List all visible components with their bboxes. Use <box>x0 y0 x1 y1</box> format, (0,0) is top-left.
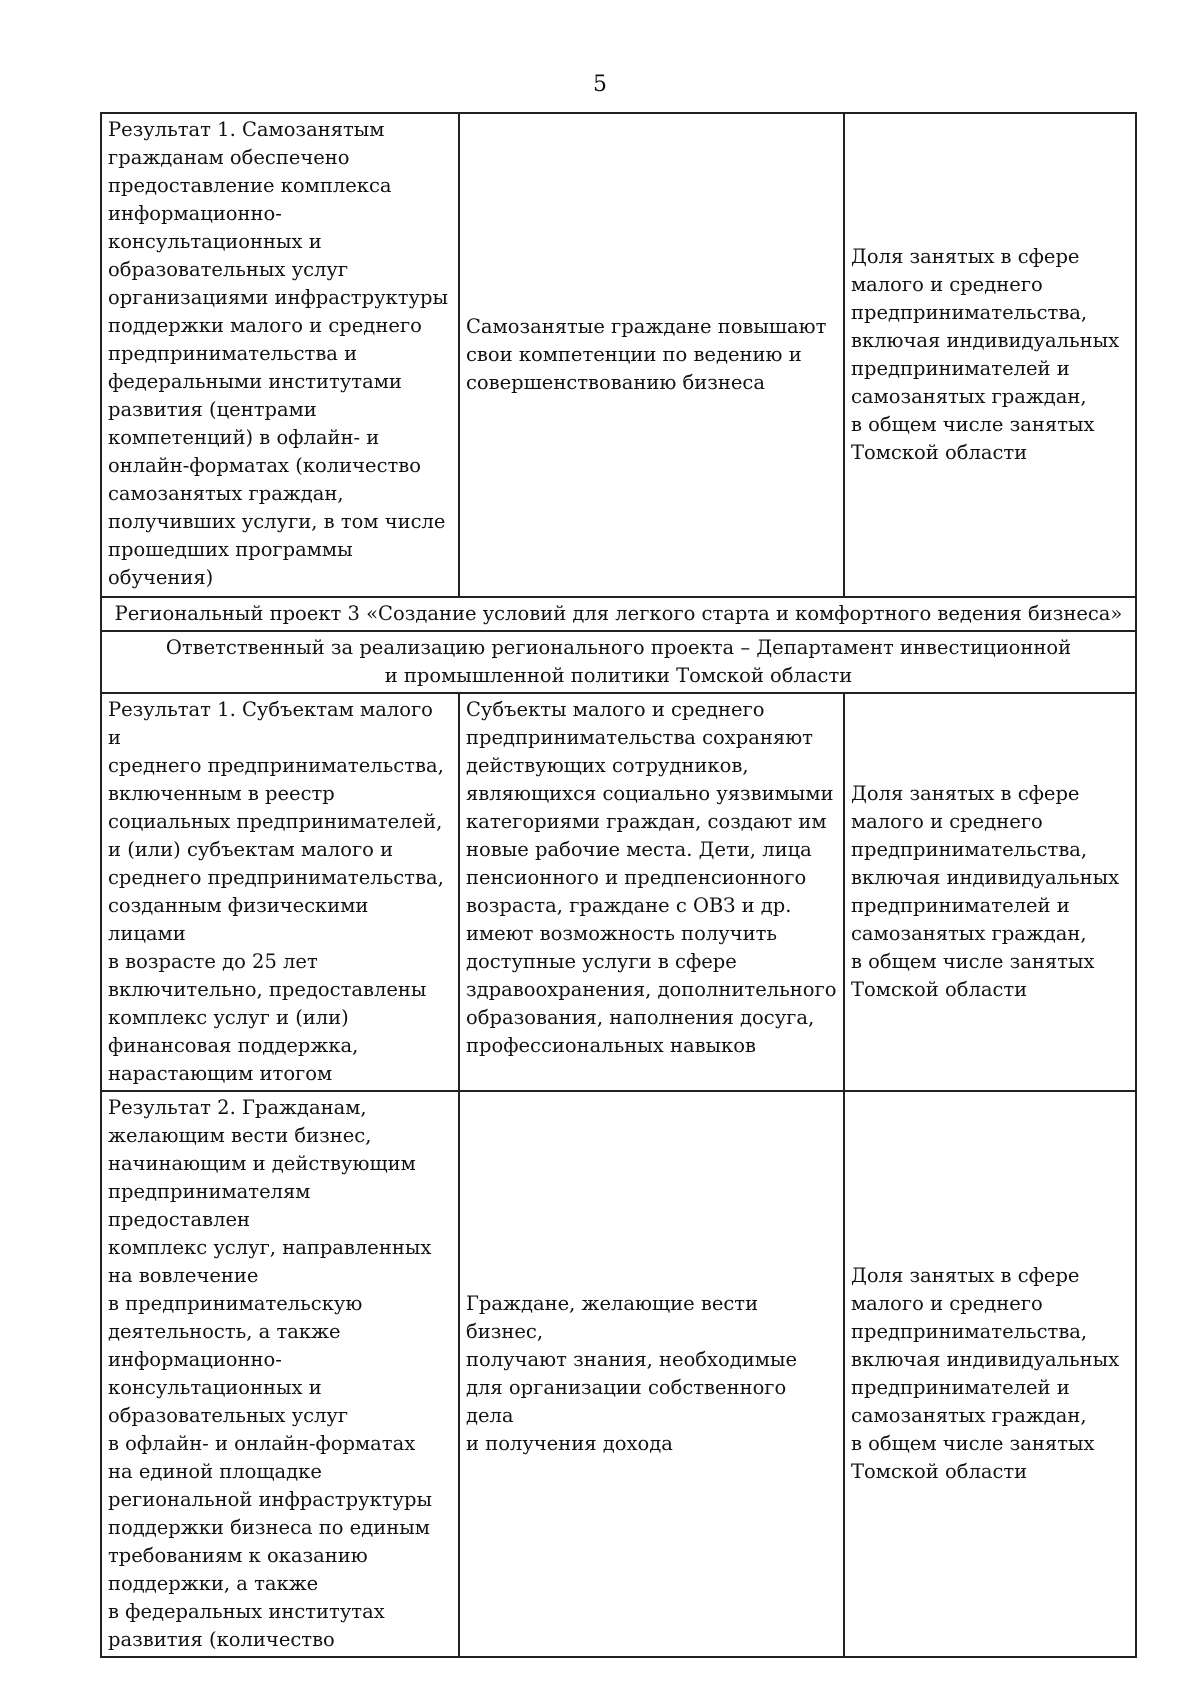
social-effect-cell: Граждане, желающие вести бизнес, получают знания, необходимые для организации собственного дела и получения дохода <box>459 1091 844 1657</box>
social-effect-cell: Самозанятые граждане повышают свои компетенции по ведению и совершенствованию бизнеса <box>459 113 844 597</box>
table-row <box>101 113 1136 597</box>
indicator-cell: Доля занятых в сфере малого и среднего предпринимательства, включая индивидуальных предпринимателей и самозанятых граждан, в общем числе занятых Томской области <box>844 693 1136 1091</box>
result-description-cell: Результат 2. Гражданам, желающим вести бизнес, начинающим и действующим предпринимателям предоставлен комплекс услуг, направленных на вовлечение в предпринимательскую деятельность, а также информационно- консультационных и образовательных услуг в офлайн- и онлайн-форматах на единой площадке региональной инфраструктуры поддержки бизнеса по единым требованиям к оказанию поддержки, а также в федеральных институтах развития (количество <box>101 1091 459 1657</box>
results-table <box>100 112 1137 1658</box>
indicator-cell: Доля занятых в сфере малого и среднего предпринимательства, включая индивидуальных предпринимателей и самозанятых граждан, в общем числе занятых Томской области <box>844 113 1136 597</box>
project-title: Региональный проект 3 «Создание условий для легкого старта и комфортного ведения бизнеса» <box>101 597 1136 631</box>
social-effect-cell: Субъекты малого и среднего предпринимательства сохраняют действующих сотрудников, являющихся социально уязвимыми категориями граждан, создают им новые рабочие места. Дети, лица пенсионного и предпенсионного возраста, граждане с ОВЗ и др. имеют возможность получить доступные услуги в сфере здравоохранения, дополнительного образования, наполнения досуга, профессиональных навыков <box>459 693 844 1091</box>
result-description-cell: Результат 1. Самозанятым гражданам обеспечено предоставление комплекса информационно- консультационных и образовательных услуг организациями инфраструктуры поддержки малого и среднего предпринимательства и федеральными институтами развития (центрами компетенций) в офлайн- и онлайн-форматах (количество самозанятых граждан, получивших услуги, в том числе прошедших программы обучения) <box>101 113 459 597</box>
responsible-department: Ответственный за реализацию регионального проекта – Департамент инвестиционной и промышленной политики Томской области <box>101 631 1136 693</box>
indicator-cell: Доля занятых в сфере малого и среднего предпринимательства, включая индивидуальных предпринимателей и самозанятых граждан, в общем числе занятых Томской области <box>844 1091 1136 1657</box>
table-row <box>101 1091 1136 1657</box>
page-number: 5 <box>593 72 607 97</box>
project-title-row <box>101 597 1136 631</box>
result-description-cell: Результат 1. Субъектам малого и среднего предпринимательства, включенным в реестр социальных предпринимателей, и (или) субъектам малого и среднего предпринимательства, созданным физическими лицами в возрасте до 25 лет включительно, предоставлены комплекс услуг и (или) финансовая поддержка, нарастающим итогом <box>101 693 459 1091</box>
table-row <box>101 693 1136 1091</box>
responsible-row <box>101 631 1136 693</box>
